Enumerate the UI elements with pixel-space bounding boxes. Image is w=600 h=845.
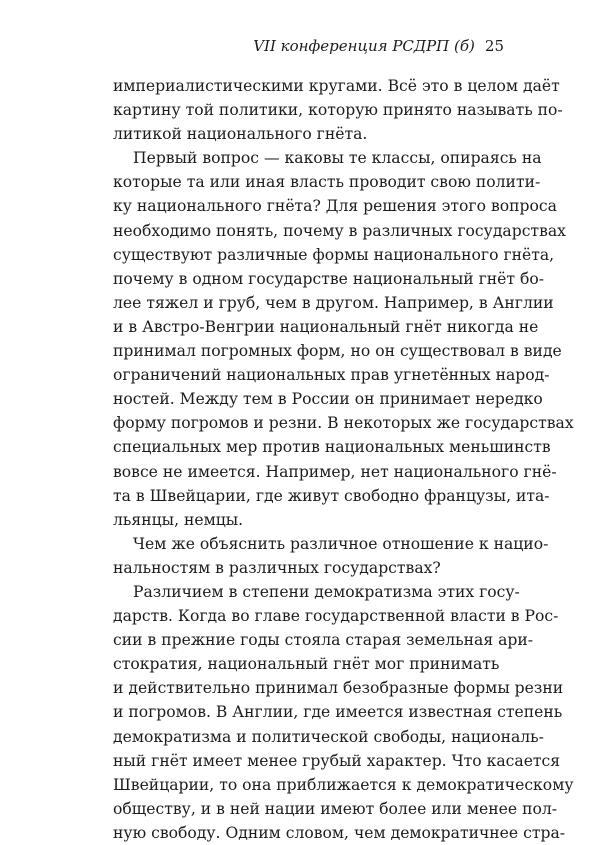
- text-line: которые та или иная власть проводит свою полити-: [113, 173, 541, 192]
- text-line: форму погромов и резни. В некоторых же государствах: [113, 414, 574, 433]
- text-line: льянцы, немцы.: [113, 510, 244, 529]
- text-line: литикой национального гнёта.: [113, 125, 368, 144]
- text-line: дарств. Когда во главе государственной власти в Рос-: [113, 607, 559, 626]
- text-line: империалистическими кругами. Всё это в целом даёт: [113, 77, 560, 95]
- text-line: демократизма и политической свободы, националь-: [113, 727, 544, 746]
- text-line: сии в прежние годы стояла старая земельная ари-: [113, 631, 534, 650]
- text-line: и погромов. В Англии, где имеется известная степень: [113, 703, 563, 722]
- text-line: обществу, и в ней нации имеют более или менее пол-: [113, 799, 558, 818]
- page-number: 25: [484, 37, 504, 55]
- text-line: та в Швейцарии, где живут свободно французы, ита-: [113, 486, 550, 505]
- text-line: ную свободу. Одним словом, чем демократичнее стра-: [113, 823, 566, 842]
- text-line: Чем же объяснить различное отношение к нацио-: [133, 534, 549, 553]
- text-line: принимал погромных форм, но он существовал в виде: [113, 342, 562, 361]
- text-line: почему в одном государстве национальный гнёт бо-: [113, 269, 545, 288]
- text-line: ку национального гнёта? Для решения этого вопроса: [113, 197, 557, 216]
- text-line: ограничений национальных прав угнетённых народ-: [113, 366, 550, 385]
- text-line: необходимо понять, почему в различных государствах: [113, 221, 566, 240]
- text-line: и действительно принимал безобразные формы резни: [113, 679, 564, 698]
- text-line: ный гнёт имеет менее грубый характер. Что касается: [113, 751, 561, 770]
- text-line: Первый вопрос — каковы те классы, опираясь на: [133, 149, 542, 168]
- body-text: [113, 74, 574, 845]
- text-line: картину той политики, которую принято называть по-: [113, 101, 563, 120]
- text-line: вовсе не имеется. Например, нет национального гнё-: [113, 462, 557, 481]
- text-line: Различием в степени демократизма этих госу-: [133, 582, 520, 601]
- text-line: Швейцарии, то она приближается к демократическому: [113, 775, 574, 794]
- text-line: специальных мер против национальных меньшинств: [113, 438, 551, 457]
- text-line: нальностям в различных государствах?: [113, 558, 441, 577]
- running-head-title: VII конференция РСДРП (б): [253, 37, 475, 55]
- running-head: [253, 36, 504, 56]
- text-line: стократия, национальный гнёт мог принимать: [113, 655, 500, 674]
- text-line: существуют различные формы национального гнёта,: [113, 245, 555, 264]
- text-line: ностей. Между тем в России он принимает нередко: [113, 390, 543, 409]
- text-line: лее тяжел и груб, чем в другом. Например, в Англии: [113, 293, 554, 312]
- text-line: и в Австро-Венгрии национальный гнёт никогда не: [113, 317, 539, 336]
